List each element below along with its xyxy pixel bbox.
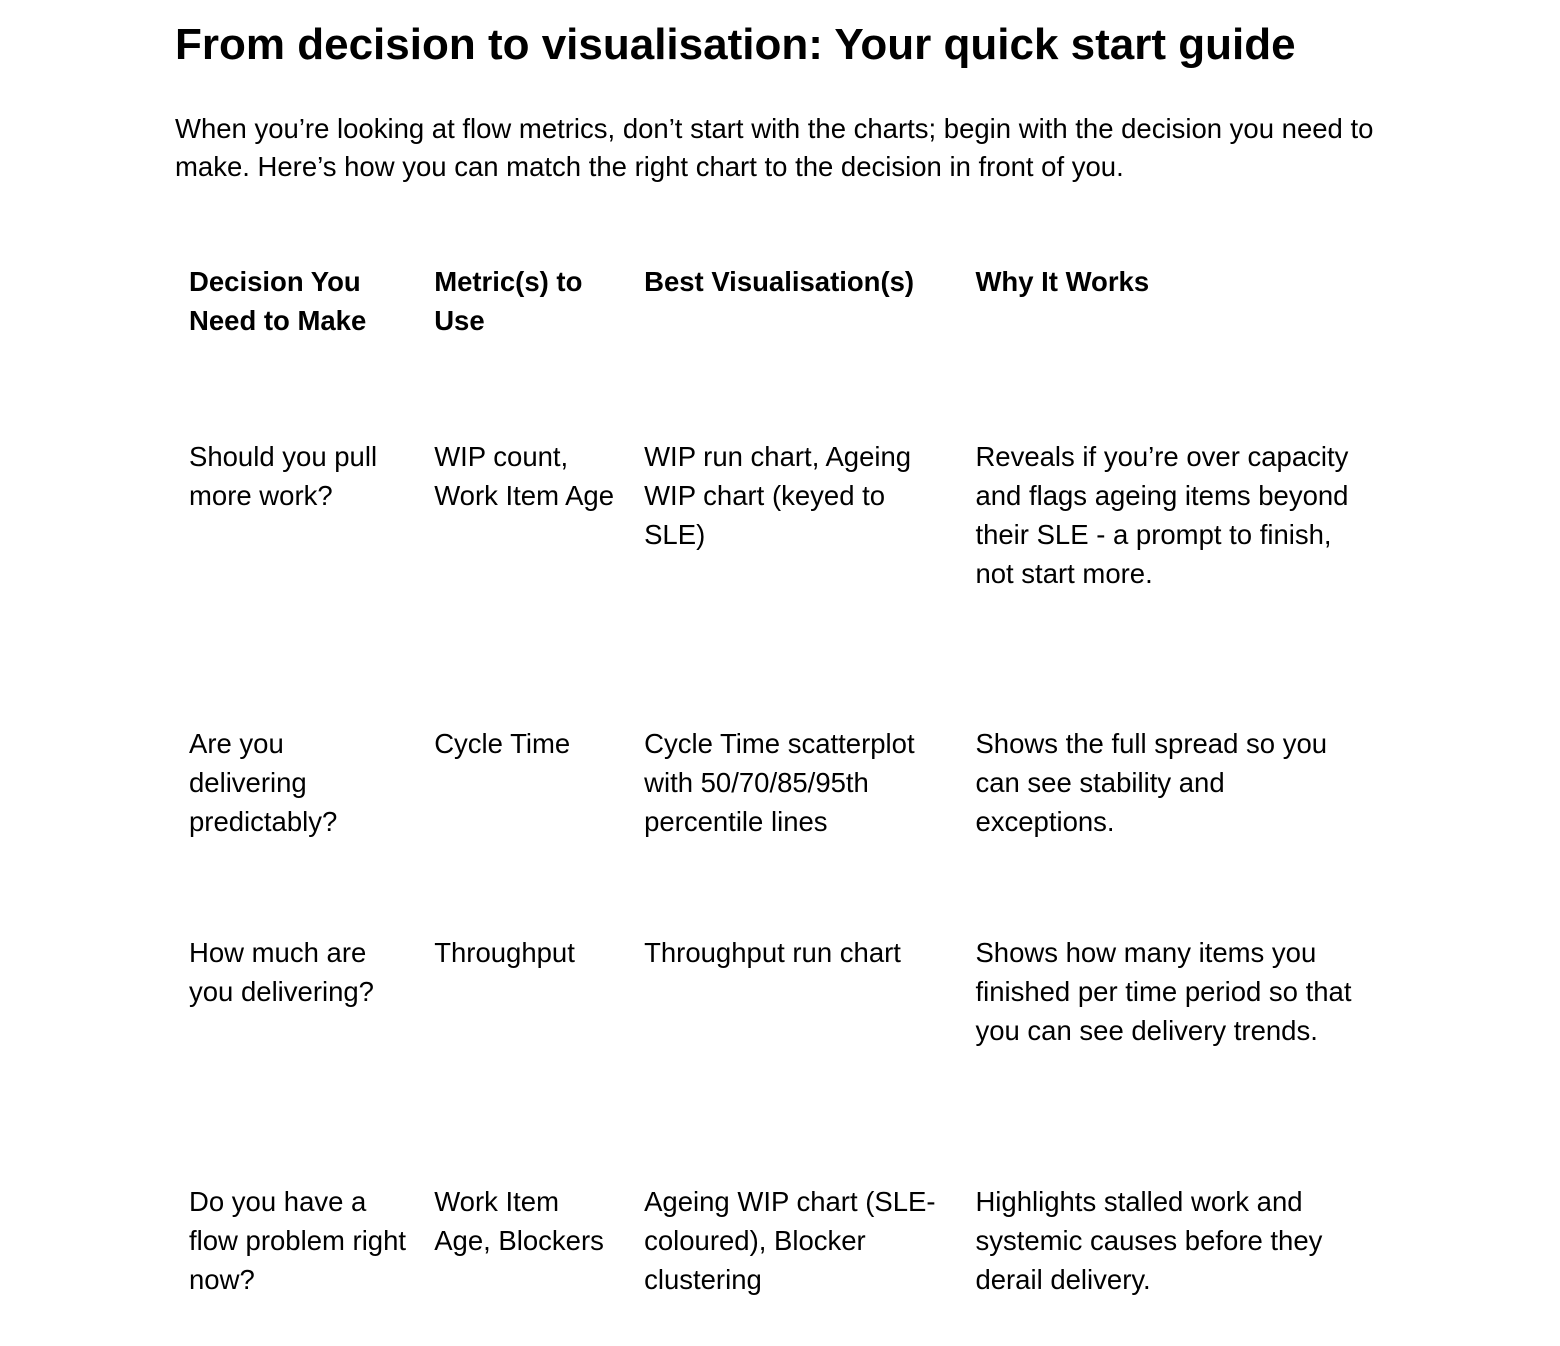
cell-visualisation: Throughput run chart — [644, 937, 901, 968]
cell-visualisation: Cycle Time scatterplot with 50/70/85/95th percentile lines — [644, 728, 915, 837]
header-metrics: Metric(s) to Use — [434, 266, 583, 336]
table-body — [175, 437, 1375, 1342]
header-why: Why It Works — [975, 266, 1150, 297]
cell-why: Shows how many items you finished per time period so that you can see delivery trends. — [975, 937, 1352, 1046]
header-visualisations: Best Visualisation(s) — [644, 266, 915, 297]
table-row — [175, 933, 1375, 1182]
cell-decision: Do you have a flow problem right now? — [189, 1186, 407, 1295]
cell-why: Shows the full spread so you can see stability and exceptions. — [975, 728, 1328, 837]
cell-metrics: Cycle Time — [434, 728, 571, 759]
cell-decision: Should you pull more work? — [189, 441, 378, 511]
cell-metrics: Throughput — [434, 937, 575, 968]
cell-decision: How much are you delivering? — [189, 937, 374, 1007]
table-row — [175, 437, 1375, 724]
cell-visualisation: Ageing WIP chart (SLE-coloured), Blocker clustering — [644, 1186, 936, 1295]
page-title: From decision to visualisation: Your quick start guide — [175, 20, 1296, 69]
intro-paragraph: When you’re looking at flow metrics, don’t start with the charts; begin with the decision you need to make. Here’s how you can match the right chart to the decision in front of you. — [175, 113, 1374, 182]
table-row — [175, 1182, 1375, 1342]
header-decision: Decision You Need to Make — [189, 266, 367, 336]
decision-guide-table — [175, 262, 1375, 1342]
cell-decision: Are you delivering predictably? — [189, 728, 338, 837]
table-row — [175, 724, 1375, 933]
cell-visualisation: WIP run chart, Ageing WIP chart (keyed to SLE) — [644, 441, 912, 550]
cell-metrics: Work Item Age, Blockers — [434, 1186, 604, 1256]
cell-metrics: WIP count, Work Item Age — [434, 441, 615, 511]
table-header — [175, 262, 1375, 437]
cell-why: Reveals if you’re over capacity and flags ageing items beyond their SLE - a prompt to finish, not start more. — [975, 441, 1349, 589]
cell-why: Highlights stalled work and systemic causes before they derail delivery. — [975, 1186, 1323, 1295]
header-row — [175, 262, 1375, 437]
